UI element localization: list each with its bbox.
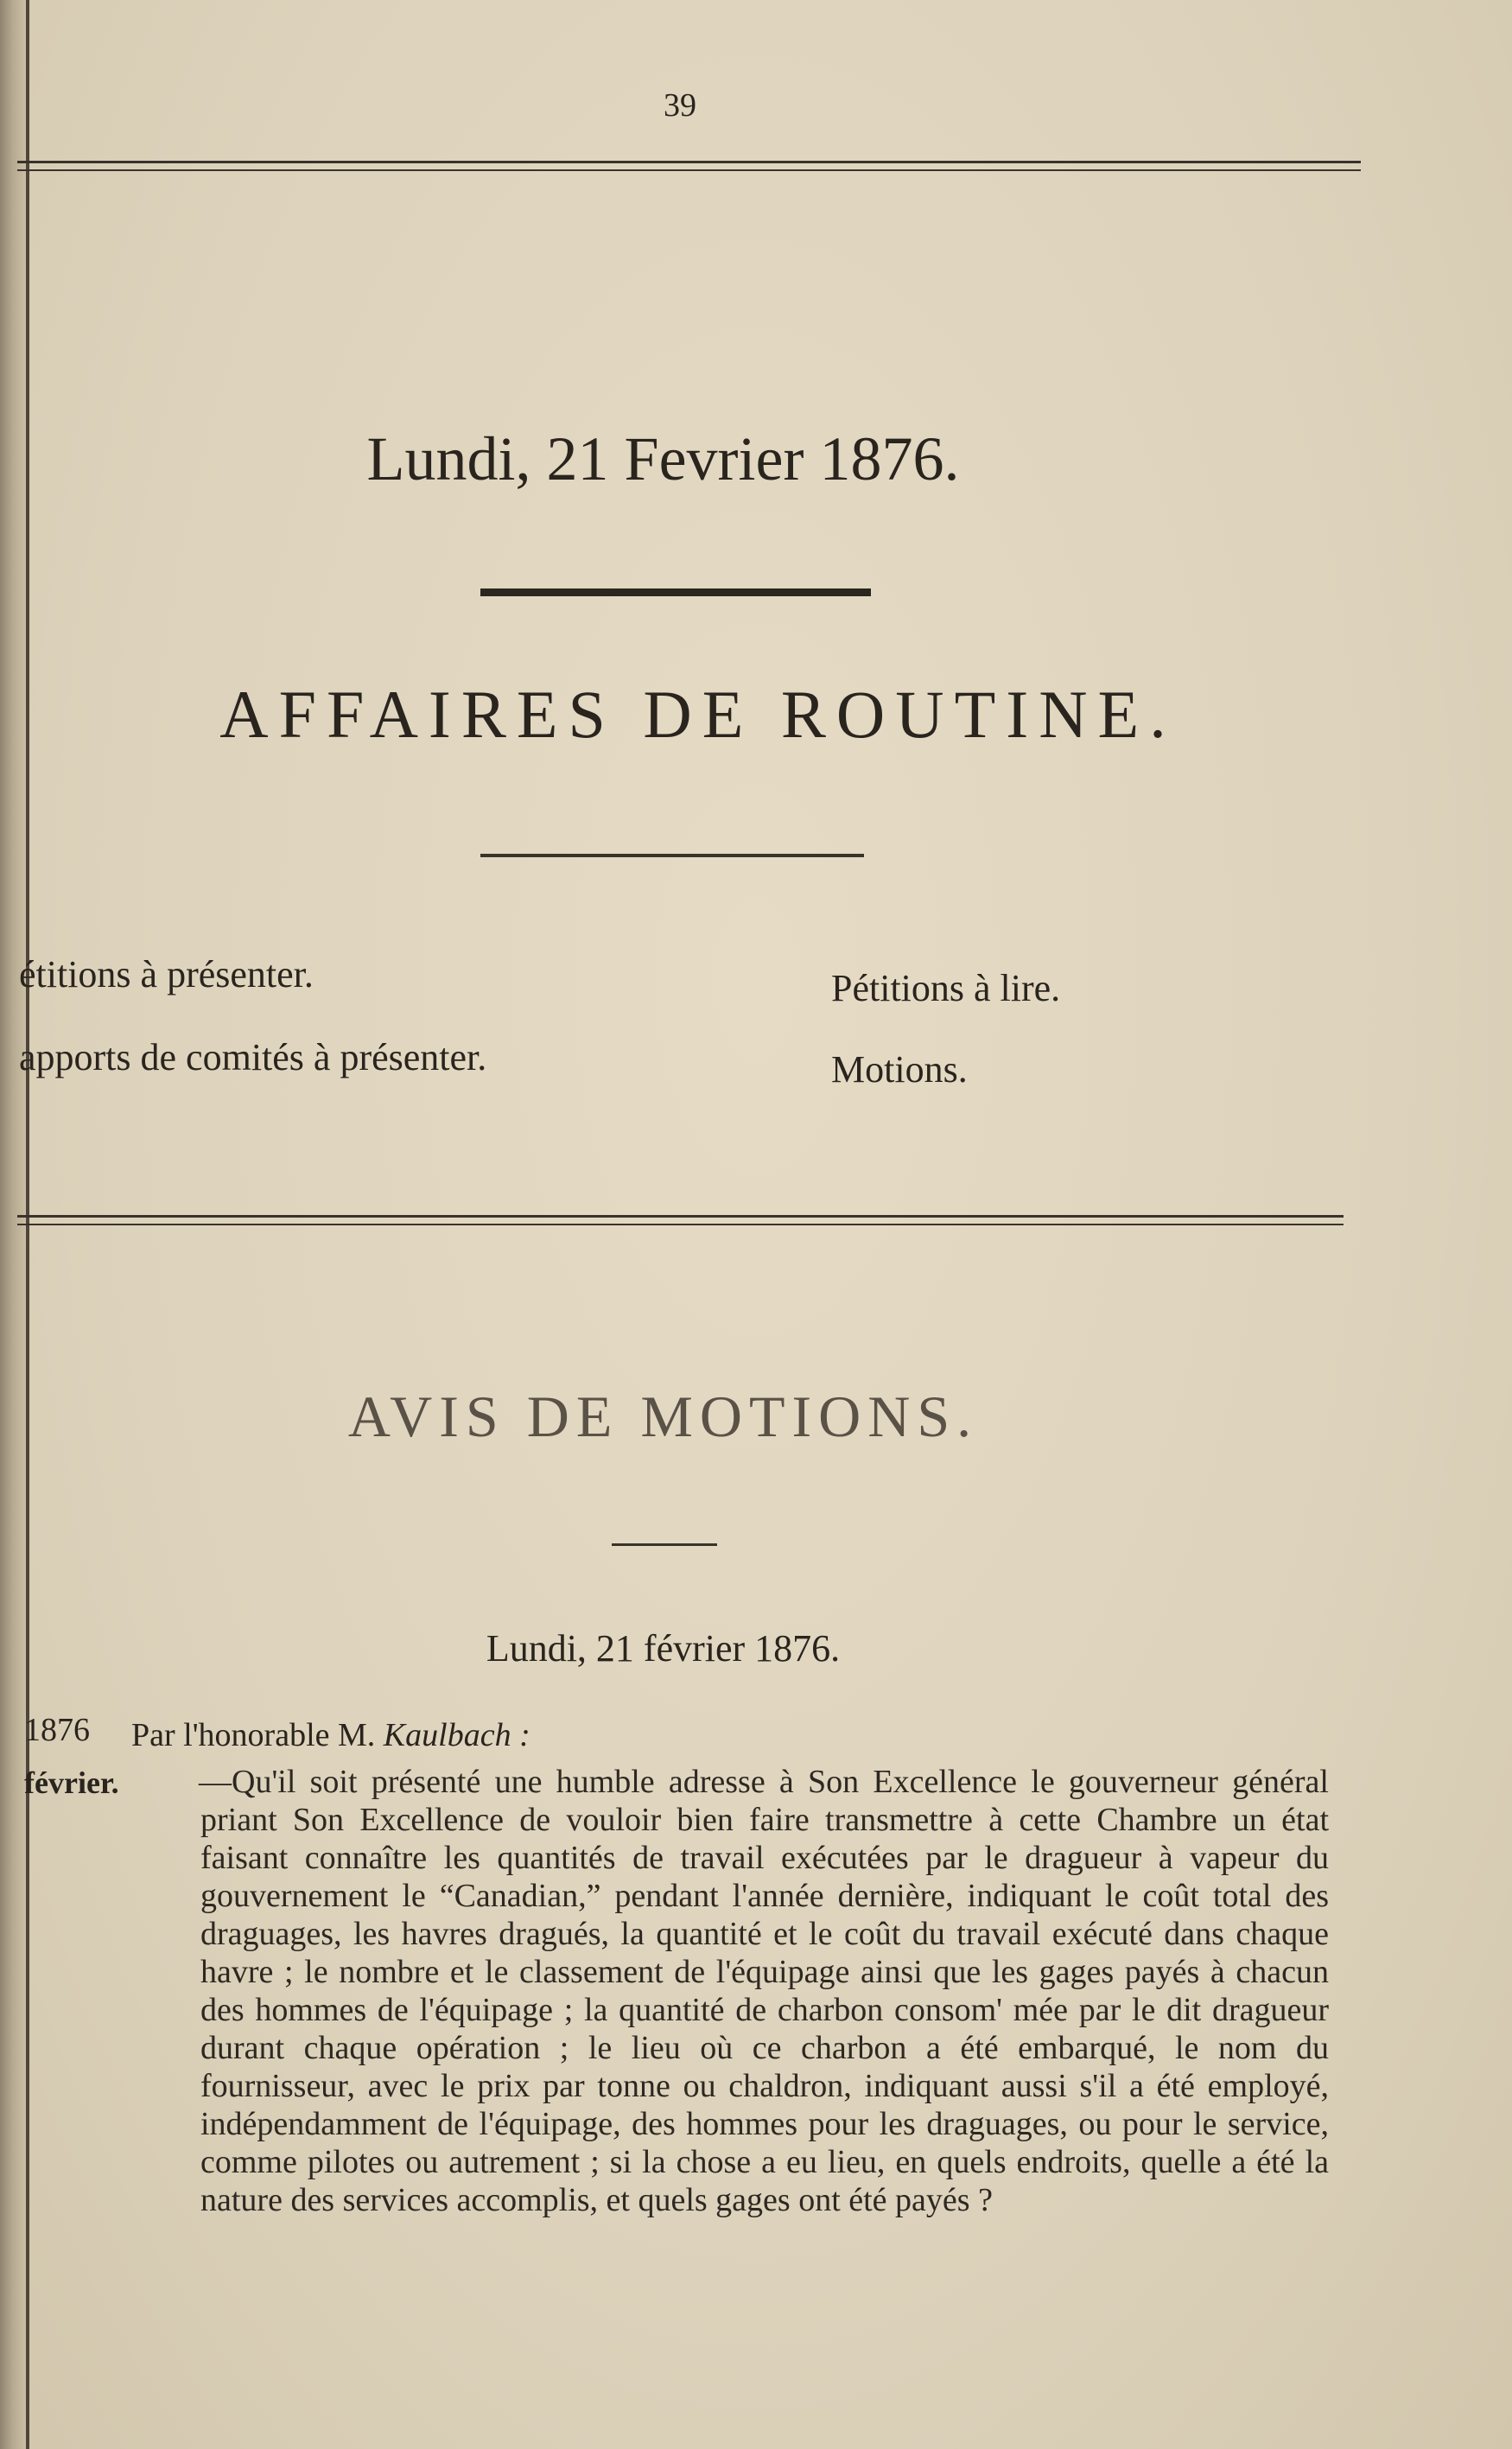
notices-title: AVIS DE MOTIONS. [347, 1384, 979, 1449]
routine-item-committee-reports: apports de comités à présenter. [19, 1036, 487, 1078]
notice-sponsor [131, 1716, 530, 1754]
margin-month: février. [24, 1765, 119, 1800]
section-separator-thin [17, 1224, 1344, 1225]
margin-year: 1876 [24, 1712, 90, 1748]
title-divider-thick [480, 588, 871, 596]
notices-divider [612, 1543, 717, 1546]
routine-item-petitions-present: étitions à présenter. [19, 953, 314, 996]
section-separator [17, 1215, 1344, 1218]
motion-text: —Qu'il soit présenté une humble adresse à Son Excellence le gouverneur général priant Son Excellence de vouloir bien faire transmettre à cette Chambre un état faisant connaître les quantités de travail exécutées par le dragueur à vapeur du gouvernement le “Canadian,” pendant l'année dernière, indiquant le coût total des draguages, les havres dragués, la quantité et le coût du travail exécuté dans chaque havre ; le nombre et le classement de l'équipage ainsi que les gages payés à chacun des hommes de l'équipage ; la quantité de charbon consom' mée par le dit dragueur durant chaque opération ; le lieu où ce charbon a été embarqué, le nom du fournisseur, avec le prix par tonne ou chaldron, indiquant aussi s'il a été employé, indépendamment de l'équipage, des hommes pour les draguages, ou pour le service, comme pilotes ou autrement ; si la chose a eu lieu, en quels endroits, quelle a été la nature des services accomplis, et quels gages ont été payés ? [199, 1764, 1329, 2218]
page-number: 39 [664, 87, 696, 124]
routine-item-petitions-read: Pétitions à lire. [831, 967, 1061, 1009]
sponsor-name: Kaulbach : [383, 1717, 530, 1753]
header-rule-thin [17, 169, 1361, 171]
sponsor-prefix: Par l'honorable M. [131, 1717, 376, 1753]
header-rule [17, 161, 1361, 163]
routine-item-motions: Motions. [831, 1048, 968, 1091]
section-title: AFFAIRES DE ROUTINE. [219, 677, 1177, 752]
section-divider [480, 854, 864, 857]
notice-date: Lundi, 21 février 1876. [486, 1627, 841, 1670]
date-title: Lundi, 21 Fevrier 1876. [366, 424, 960, 493]
